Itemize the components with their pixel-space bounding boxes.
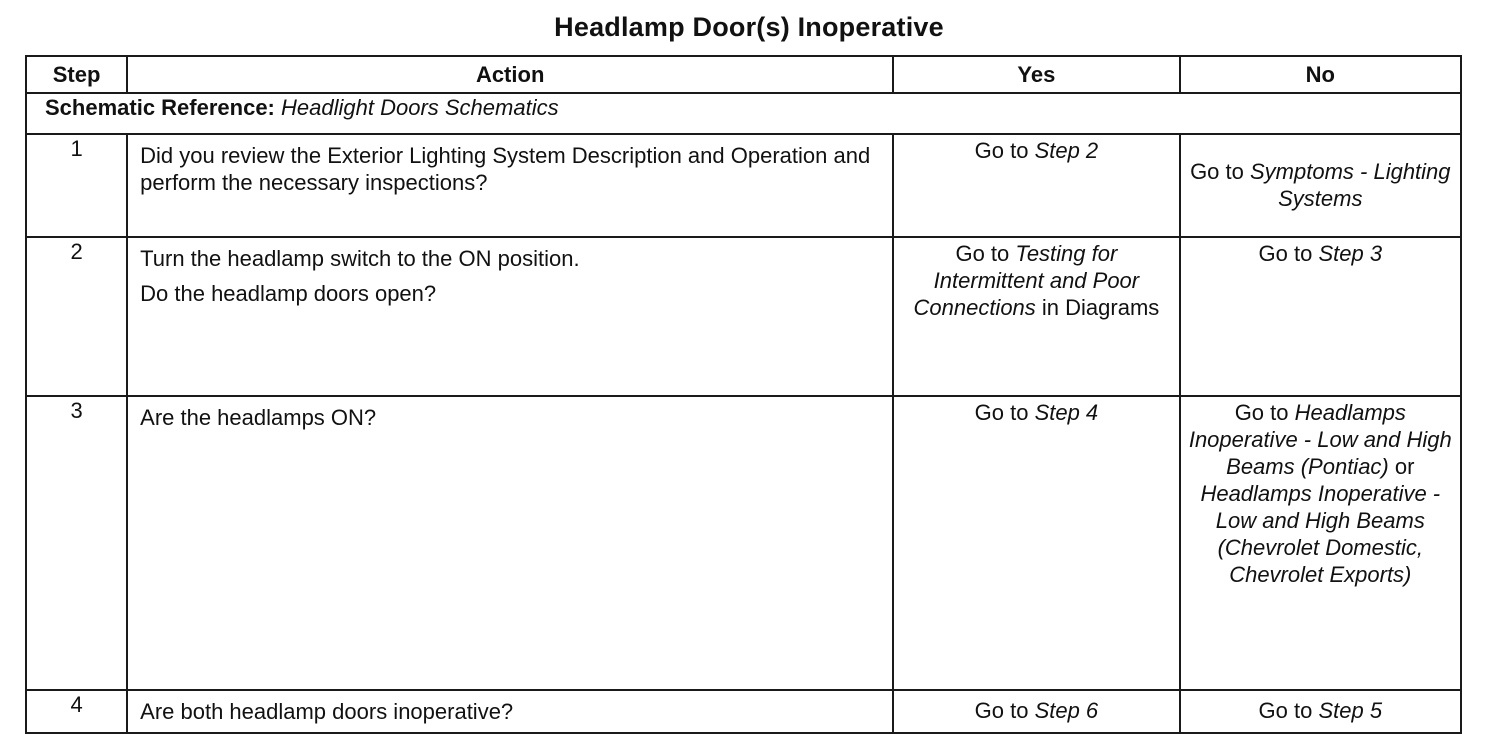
action-question: Do the headlamp doors open? <box>140 281 437 306</box>
yes-suffix: in Diagrams <box>1041 295 1160 320</box>
step-number: 1 <box>26 134 127 237</box>
yes-cell <box>893 690 1179 733</box>
yes-prefix: Go to <box>955 241 1010 266</box>
header-step: Step <box>26 56 127 93</box>
yes-link[interactable]: Step 6 <box>1034 698 1099 723</box>
yes-prefix: Go to <box>974 400 1029 425</box>
no-prefix: Go to <box>1190 158 1244 184</box>
no-link[interactable]: Symptoms - Lighting Systems <box>1250 158 1451 211</box>
schematic-reference <box>26 93 1461 134</box>
yes-cell <box>893 134 1179 237</box>
no-link[interactable]: Step 3 <box>1318 241 1383 266</box>
step-number: 3 <box>26 396 127 690</box>
no-link[interactable]: Headlamps Inoperative - Low and High Beams (Pontiac) <box>1188 400 1452 479</box>
step-number: 2 <box>26 237 127 396</box>
action-cell <box>127 690 893 733</box>
schematic-link[interactable]: Headlight Doors Schematics <box>281 95 559 120</box>
action-text: Are both headlamp doors inoperative? <box>140 699 514 724</box>
table-row <box>26 237 1461 396</box>
no-prefix: Go to <box>1258 241 1313 266</box>
yes-link[interactable]: Testing for Intermittent and Poor Connections <box>913 241 1140 320</box>
no-joiner: or <box>1394 454 1415 479</box>
no-link-alternate[interactable]: Headlamps Inoperative - Low and High Beams (Chevrolet Domestic, Chevrolet Exports) <box>1200 481 1441 587</box>
action-text: Are the headlamps ON? <box>140 405 377 430</box>
yes-cell <box>893 396 1179 690</box>
schematic-label: Schematic Reference: <box>45 95 275 120</box>
no-cell <box>1180 134 1461 237</box>
table-row <box>26 690 1461 733</box>
header-no: No <box>1180 56 1461 93</box>
action-cell <box>127 237 893 396</box>
no-link[interactable]: Step 5 <box>1318 698 1383 723</box>
page-title: Headlamp Door(s) Inoperative <box>554 12 944 42</box>
action-text: Turn the headlamp switch to the ON position. <box>140 246 580 271</box>
action-cell <box>127 396 893 690</box>
header-action: Action <box>127 56 893 93</box>
diagnostic-table <box>25 55 1462 734</box>
action-text: Did you review the Exterior Lighting System Description and Operation and perform the necessary inspections? <box>140 143 871 195</box>
no-cell <box>1180 396 1461 690</box>
header-yes: Yes <box>893 56 1179 93</box>
yes-cell <box>893 237 1179 396</box>
yes-link[interactable]: Step 4 <box>1034 400 1099 425</box>
no-cell <box>1180 690 1461 733</box>
action-cell <box>127 134 893 237</box>
table-row <box>26 134 1461 237</box>
yes-link[interactable]: Step 2 <box>1034 138 1099 163</box>
no-cell <box>1180 237 1461 396</box>
no-prefix: Go to <box>1234 400 1289 425</box>
schematic-row <box>26 93 1461 134</box>
yes-prefix: Go to <box>974 138 1029 163</box>
no-prefix: Go to <box>1258 698 1313 723</box>
table-row <box>26 396 1461 690</box>
step-number: 4 <box>26 690 127 733</box>
header-row <box>26 56 1461 93</box>
yes-prefix: Go to <box>974 698 1029 723</box>
